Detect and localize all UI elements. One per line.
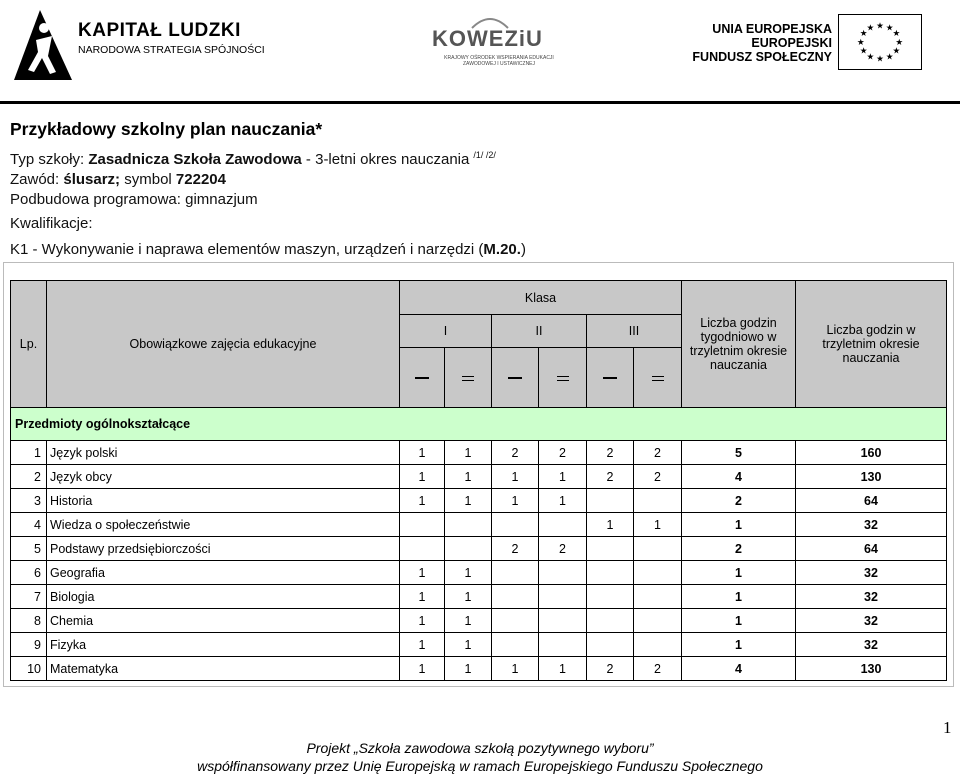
row-subject: Wiedza o społeczeństwie: [47, 513, 400, 537]
row-semester-hours: 1: [445, 465, 492, 489]
row-semester-hours: [492, 633, 539, 657]
row-semester-hours: [634, 561, 682, 585]
header-klasa: Klasa: [400, 281, 682, 315]
row-total-hours: 64: [796, 537, 947, 561]
row-semester-hours: [400, 513, 445, 537]
row-semester-hours: [492, 561, 539, 585]
row-total-hours: 32: [796, 561, 947, 585]
school-type-value: Zasadnicza Szkoła Zawodowa: [88, 151, 302, 168]
row-weekly-hours: 4: [682, 465, 796, 489]
eu-flag-icon: [838, 14, 922, 70]
row-semester-hours: 1: [539, 465, 587, 489]
row-weekly-hours: 1: [682, 513, 796, 537]
row-semester-hours: [492, 513, 539, 537]
school-type-label: Typ szkoły:: [10, 151, 89, 168]
svg-text:★: ★: [856, 37, 865, 48]
table-row: [11, 513, 947, 537]
row-weekly-hours: 1: [682, 633, 796, 657]
qualification-text: K1 - Wykonywanie i naprawa elementów maszyn, urządzeń i narzędzi (: [10, 241, 484, 258]
ue-line-2: EUROPEJSKI: [751, 36, 832, 50]
header-class-II: II: [492, 315, 587, 348]
semester-2-marker: [445, 348, 492, 408]
row-lp: 2: [11, 465, 47, 489]
row-semester-hours: 2: [539, 537, 587, 561]
row-semester-hours: 1: [539, 657, 587, 681]
profession-symbol: 722204: [175, 171, 226, 188]
svg-text:★: ★: [866, 52, 875, 63]
row-total-hours: 64: [796, 489, 947, 513]
row-semester-hours: [634, 585, 682, 609]
row-semester-hours: 1: [400, 465, 445, 489]
row-semester-hours: 1: [492, 657, 539, 681]
row-semester-hours: 1: [445, 561, 492, 585]
svg-text:★: ★: [876, 21, 884, 32]
header-class-I: I: [400, 315, 492, 348]
row-subject: Fizyka: [47, 633, 400, 657]
row-semester-hours: [400, 537, 445, 561]
footnote-refs: /1/ /2/: [473, 150, 496, 160]
row-semester-hours: 2: [634, 657, 682, 681]
qualification-k1: [10, 241, 526, 258]
ue-text: [692, 22, 832, 64]
ue-line-1: UNIA EUROPEJSKA: [712, 22, 832, 36]
row-weekly-hours: 5: [682, 441, 796, 465]
profession-value: ślusarz;: [63, 171, 121, 188]
svg-text:★: ★: [892, 46, 901, 57]
profession-label: Zawód:: [10, 171, 64, 188]
footer-funding: współfinansowany przez Unię Europejską w ramach Europejskiego Funduszu Społecznego: [197, 758, 763, 774]
row-semester-hours: [634, 537, 682, 561]
row-semester-hours: 2: [634, 465, 682, 489]
header-divider: [0, 101, 960, 104]
row-total-hours: 160: [796, 441, 947, 465]
row-semester-hours: 1: [400, 441, 445, 465]
row-semester-hours: [587, 561, 634, 585]
row-semester-hours: 1: [400, 657, 445, 681]
row-semester-hours: 1: [445, 633, 492, 657]
curriculum-table: [10, 280, 947, 681]
page-number: 1: [943, 718, 952, 737]
svg-text:★: ★: [885, 52, 894, 63]
row-semester-hours: 1: [587, 513, 634, 537]
school-type-line: [10, 150, 496, 168]
row-semester-hours: 1: [400, 609, 445, 633]
row-semester-hours: 1: [445, 657, 492, 681]
row-weekly-hours: 2: [682, 489, 796, 513]
row-semester-hours: 1: [445, 489, 492, 513]
section-general-subjects: Przedmioty ogólnokształcące: [11, 408, 947, 441]
row-semester-hours: [587, 489, 634, 513]
row-semester-hours: 1: [539, 489, 587, 513]
row-semester-hours: 1: [492, 489, 539, 513]
row-semester-hours: [587, 633, 634, 657]
kapital-ludzki-subtitle: NARODOWA STRATEGIA SPÓJNOŚCI: [78, 44, 265, 56]
svg-text:★: ★: [876, 54, 884, 65]
row-lp: 10: [11, 657, 47, 681]
header-lp: Lp.: [11, 281, 47, 408]
semester-1-marker: [400, 348, 445, 408]
row-semester-hours: 2: [587, 441, 634, 465]
row-semester-hours: 1: [445, 585, 492, 609]
header-weekly-hours: Liczba godzin tygodniowo w trzyletnim okresie nauczania: [682, 281, 796, 408]
school-type-rest: - 3-letni okres nauczania: [301, 151, 470, 168]
qualifications-label: Kwalifikacje:: [10, 215, 93, 232]
qualification-code: M.20.: [483, 241, 521, 258]
row-lp: 3: [11, 489, 47, 513]
program-base-line: Podbudowa programowa: gimnazjum: [10, 191, 258, 208]
svg-text:★: ★: [859, 29, 868, 40]
semester-5-marker: [587, 348, 634, 408]
row-semester-hours: 1: [445, 609, 492, 633]
svg-text:★: ★: [895, 37, 904, 48]
row-semester-hours: [445, 537, 492, 561]
kowezu-logo-word: KOWEZiU: [432, 26, 543, 51]
semester-6-marker: [634, 348, 682, 408]
kapital-ludzki-logo: [10, 6, 76, 86]
row-subject: Język polski: [47, 441, 400, 465]
table-row: [11, 561, 947, 585]
row-total-hours: 130: [796, 465, 947, 489]
row-total-hours: 32: [796, 585, 947, 609]
header-subject: Obowiązkowe zajęcia edukacyjne: [47, 281, 400, 408]
semester-3-marker: [492, 348, 539, 408]
row-semester-hours: 2: [634, 441, 682, 465]
row-weekly-hours: 1: [682, 561, 796, 585]
qualification-close: ): [520, 241, 526, 258]
table-row: [11, 489, 947, 513]
row-semester-hours: 2: [492, 537, 539, 561]
row-semester-hours: 2: [587, 657, 634, 681]
row-semester-hours: [634, 609, 682, 633]
row-semester-hours: [539, 633, 587, 657]
row-semester-hours: 1: [445, 441, 492, 465]
svg-text:★: ★: [866, 23, 875, 34]
row-total-hours: 32: [796, 609, 947, 633]
row-semester-hours: [539, 513, 587, 537]
row-weekly-hours: 1: [682, 585, 796, 609]
row-semester-hours: 1: [634, 513, 682, 537]
document-title: Przykładowy szkolny plan nauczania*: [10, 119, 323, 139]
row-lp: 4: [11, 513, 47, 537]
row-semester-hours: 2: [587, 465, 634, 489]
row-subject: Podstawy przedsiębiorczości: [47, 537, 400, 561]
row-semester-hours: 1: [400, 489, 445, 513]
row-semester-hours: 1: [492, 465, 539, 489]
row-semester-hours: [587, 585, 634, 609]
row-semester-hours: 1: [400, 585, 445, 609]
row-lp: 8: [11, 609, 47, 633]
row-semester-hours: [539, 561, 587, 585]
header-class-III: III: [587, 315, 682, 348]
row-semester-hours: [587, 537, 634, 561]
header-total-hours: Liczba godzin w trzyletnim okresie nauczania: [796, 281, 947, 408]
kapital-ludzki-title: KAPITAŁ LUDZKI: [78, 20, 241, 41]
row-weekly-hours: 1: [682, 609, 796, 633]
table-row: [11, 465, 947, 489]
table-row: [11, 633, 947, 657]
row-semester-hours: 1: [400, 633, 445, 657]
row-lp: 7: [11, 585, 47, 609]
row-semester-hours: [587, 609, 634, 633]
row-subject: Geografia: [47, 561, 400, 585]
row-semester-hours: [634, 489, 682, 513]
row-semester-hours: [634, 633, 682, 657]
row-subject: Matematyka: [47, 657, 400, 681]
semester-4-marker: [539, 348, 587, 408]
table-row: [11, 441, 947, 465]
row-total-hours: 32: [796, 633, 947, 657]
symbol-label: symbol: [120, 171, 176, 188]
row-semester-hours: [492, 585, 539, 609]
row-weekly-hours: 2: [682, 537, 796, 561]
row-semester-hours: 2: [539, 441, 587, 465]
svg-text:★: ★: [859, 46, 868, 57]
table-row: [11, 585, 947, 609]
profession-line: [10, 171, 226, 188]
row-semester-hours: 2: [492, 441, 539, 465]
row-semester-hours: [539, 585, 587, 609]
row-subject: Historia: [47, 489, 400, 513]
svg-text:★: ★: [892, 29, 901, 40]
row-lp: 6: [11, 561, 47, 585]
row-subject: Biologia: [47, 585, 400, 609]
table-row: [11, 609, 947, 633]
ue-line-3: FUNDUSZ SPOŁECZNY: [692, 50, 832, 64]
row-subject: Chemia: [47, 609, 400, 633]
row-total-hours: 32: [796, 513, 947, 537]
footer-project: Projekt „Szkoła zawodowa szkołą pozytywnego wyboru”: [306, 740, 654, 756]
row-total-hours: 130: [796, 657, 947, 681]
kowezu-subtitle: KRAJOWY OŚRODEK WSPIERANIA EDUKACJI ZAWODOWEJ I USTAWICZNEJ: [444, 55, 554, 67]
row-semester-hours: 1: [400, 561, 445, 585]
row-lp: 5: [11, 537, 47, 561]
row-weekly-hours: 4: [682, 657, 796, 681]
row-subject: Język obcy: [47, 465, 400, 489]
row-semester-hours: [492, 609, 539, 633]
table-row: [11, 537, 947, 561]
row-semester-hours: [539, 609, 587, 633]
row-semester-hours: [445, 513, 492, 537]
row-lp: 1: [11, 441, 47, 465]
svg-text:★: ★: [885, 23, 894, 34]
row-lp: 9: [11, 633, 47, 657]
table-row: [11, 657, 947, 681]
